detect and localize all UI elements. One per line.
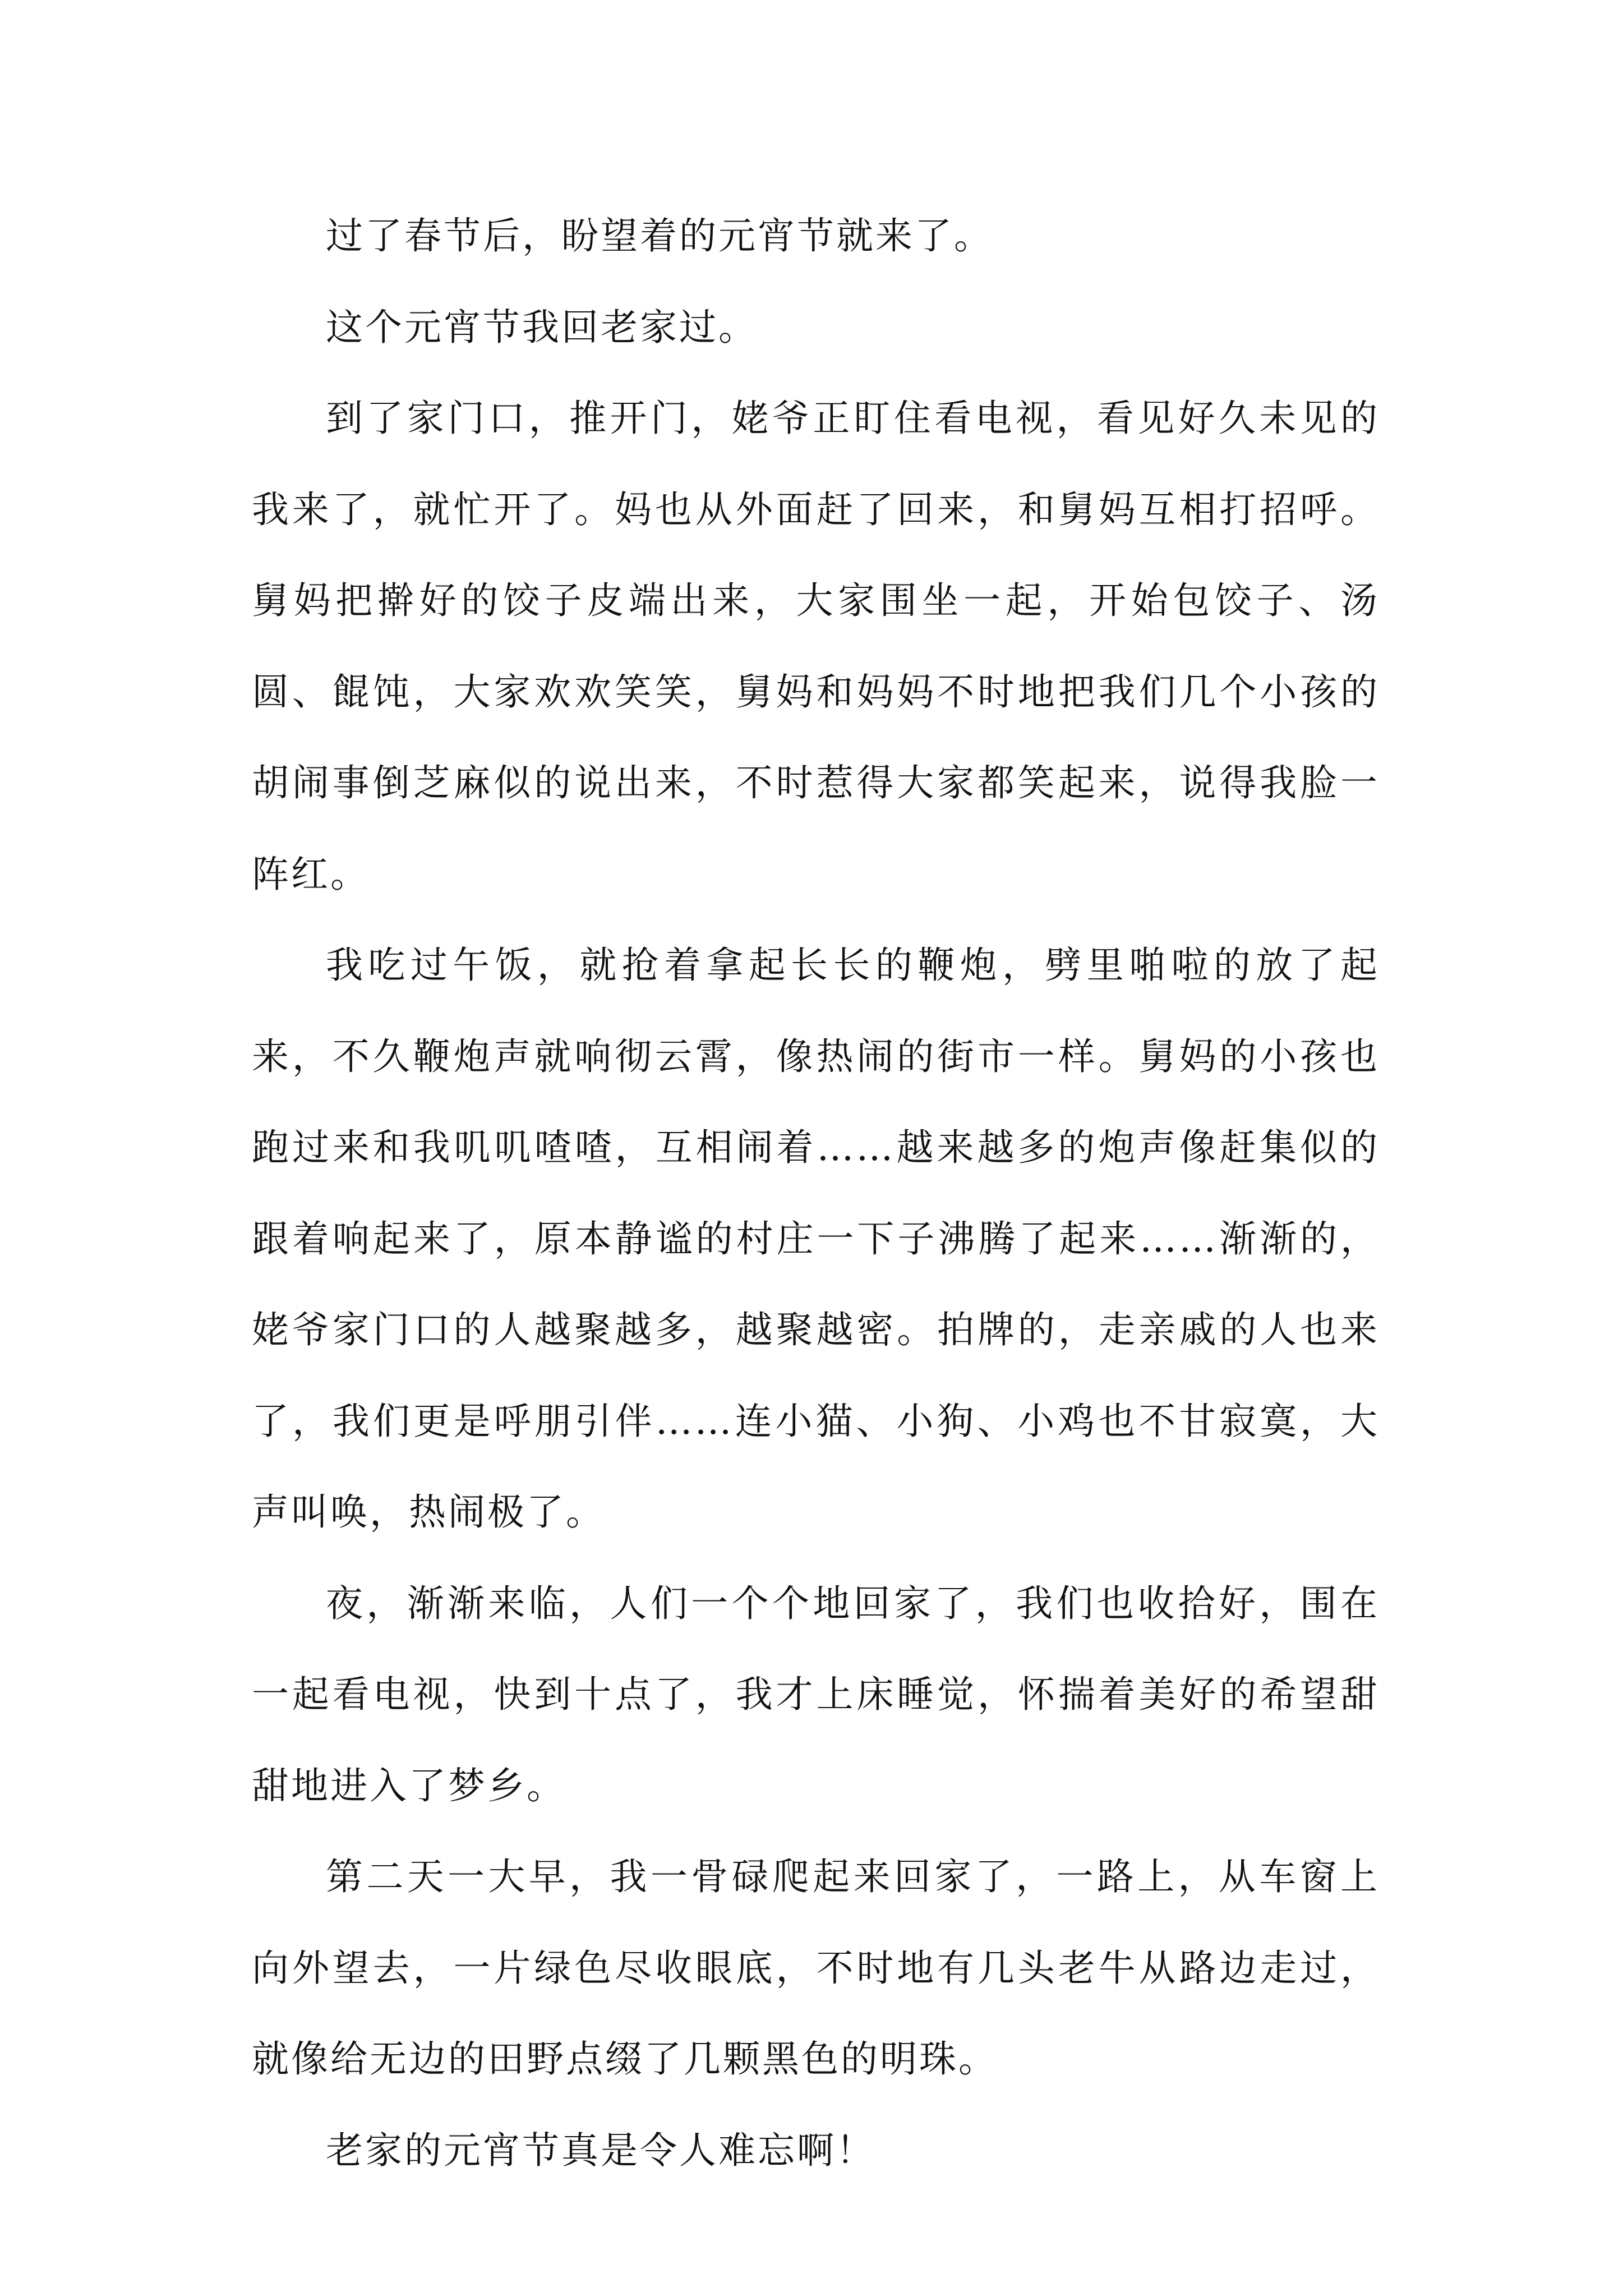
essay-body	[252, 191, 1380, 2196]
paragraph-1: 过了春节后，盼望着的元宵节就来了。	[326, 214, 993, 257]
paragraph-4: 我吃过午饭，就抢着拿起长长的鞭炮，劈里啪啦的放了起来，不久鞭炮声就响彻云霄，像热闹的街市一样。舅妈的小孩也跑过来和我叽叽喳喳，互相闹着……越来越多的炮声像赶集似的跟着响起来了，原本静谧的村庄一下子沸腾了起来……渐渐的，姥爷家门口的人越聚越多，越聚越密。拍牌的，走亲戚的人也来了，我们更是呼朋引伴……连小猫、小狗、小鸡也不甘寂寞，大声叫唤，热闹极了。	[252, 944, 1380, 1534]
paragraph-7: 老家的元宵节真是令人难忘啊！	[326, 2128, 875, 2172]
paragraph-3: 到了家门口，推开门，姥爷正盯住看电视，看见好久未见的我来了，就忙开了。妈也从外面赶了回来，和舅妈互相打招呼。舅妈把擀好的饺子皮端出来，大家围坐一起，开始包饺子、汤圆、餛饨，大家欢欢笑笑，舅妈和妈妈不时地把我们几个小孩的胡闹事倒芝麻似的说出来，不时惹得大家都笑起来，说得我脸一阵红。	[252, 397, 1380, 896]
paragraph-5: 夜，渐渐来临，人们一个个地回家了，我们也收拾好，围在一起看电视，快到十点了，我才上床睡觉，怀揣着美好的希望甜甜地进入了梦乡。	[252, 1581, 1380, 1807]
paragraph-6: 第二天一大早，我一骨碌爬起来回家了，一路上，从车窗上向外望去，一片绿色尽收眼底，不时地有几头老牛从路边走过，就像给无边的田野点缀了几颗黑色的明珠。	[252, 1855, 1380, 2081]
paragraph-2: 这个元宵节我回老家过。	[326, 305, 758, 349]
